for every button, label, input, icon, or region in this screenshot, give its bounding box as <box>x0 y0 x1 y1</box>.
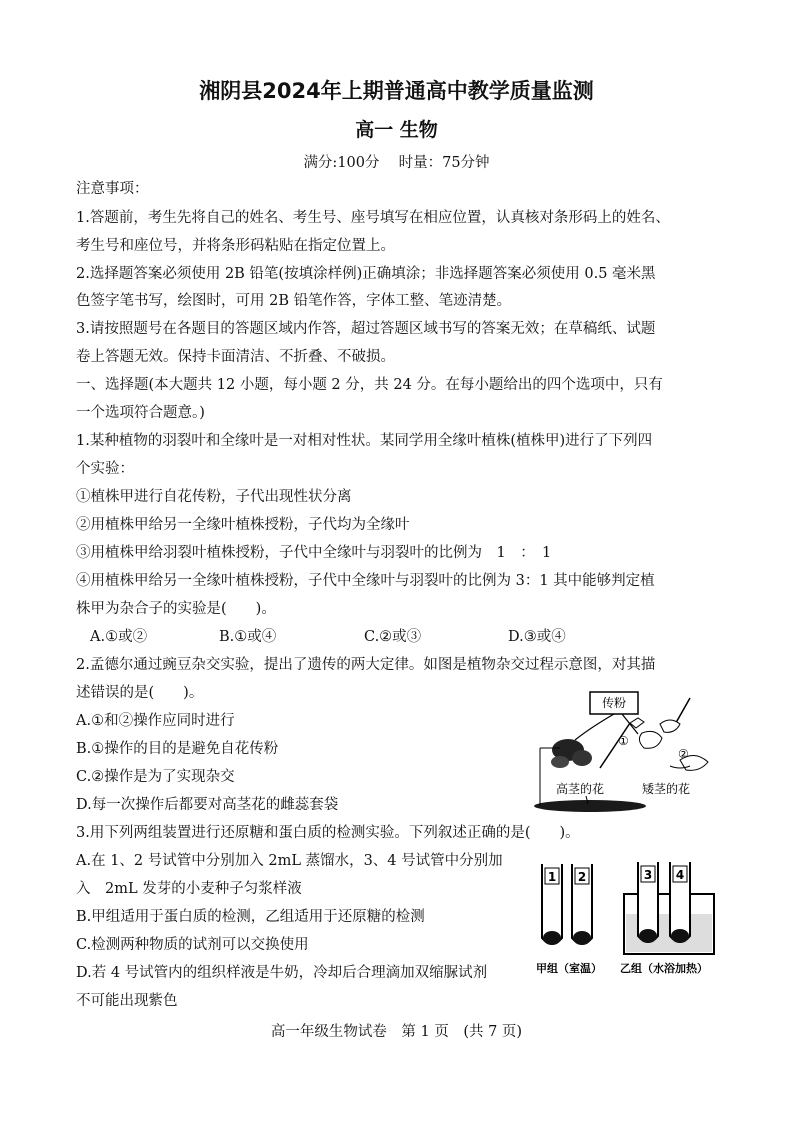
test-tube-diagram <box>534 858 724 980</box>
q2-option-d: D.每一次操作后都要对高茎花的雌蕊套袋 <box>76 797 339 813</box>
group-b-caption: 乙组（水浴加热） <box>620 962 708 975</box>
exam-subject: 高一 生物 <box>355 119 438 141</box>
notice-line: 2.选择题答案必须使用 2B 铅笔(按填涂样例)正确填涂；非选择题答案必须使用 0.5 毫米黑 <box>76 266 656 282</box>
q1-item: ④用植株甲给另一全缘叶植株授粉，子代中全缘叶与羽裂叶的比例为 3：1 其中能够判定植 <box>76 573 655 589</box>
exam-title: 湘阴县2024年上期普通高中教学质量监测 <box>199 79 594 103</box>
group-a-caption: 甲组（室温） <box>536 962 602 975</box>
pollination-label: 传粉 <box>601 696 627 710</box>
q3-option-a: A.在 1、2 号试管中分别加入 2mL 蒸馏水，3、4 号试管中分别加 <box>76 853 503 869</box>
q2-option-a: A.①和②操作应同时进行 <box>76 713 235 729</box>
notice-heading: 注意事项： <box>76 181 149 197</box>
q2-pollination-figure <box>530 688 720 816</box>
q1-option-c: C.②或③ <box>364 629 422 645</box>
q1-stem: 1.某种植物的羽裂叶和全缘叶是一对相对性状。某同学用全缘叶植株(植株甲)进行了下列四 <box>76 433 653 449</box>
notice-line: 色签字笔书写，绘图时，可用 2B 铅笔作答，字体工整、笔迹清楚。 <box>76 293 512 309</box>
q1-option-b: B.①或④ <box>219 629 277 645</box>
notice-line: 1.答题前，考生先将自己的姓名、考生号、座号填写在相应位置，认真核对条形码上的姓名、 <box>76 210 670 226</box>
q1-option-a: A.①或② <box>90 629 148 645</box>
q3-option-b: B.甲组适用于蛋白质的检测，乙组适用于还原糖的检测 <box>76 909 425 925</box>
notice-line: 考生号和座位号，并将条形码粘贴在指定位置上。 <box>76 238 395 254</box>
q3-test-tube-figure <box>534 858 724 980</box>
step2-label: ② <box>678 747 689 761</box>
q1-item: ③用植株甲给羽裂叶植株授粉，子代中全缘叶与羽裂叶的比例为 1 ： 1 <box>76 545 552 561</box>
short-flower-label: 矮茎的花 <box>642 782 691 796</box>
q2-option-c: C.②操作是为了实现杂交 <box>76 769 235 785</box>
tube-1-label: 1 <box>547 870 557 884</box>
notice-line: 3.请按照题号在各题目的答题区域内作答，超过答题区域书写的答案无效；在草稿纸、试题 <box>76 321 656 337</box>
section-heading-cont: 一个选项符合题意。) <box>76 405 205 421</box>
q1-item: ①植株甲进行自花传粉，子代出现性状分离 <box>76 489 352 505</box>
q2-stem: 2.孟德尔通过豌豆杂交实验，提出了遗传的两大定律。如图是植物杂交过程示意图，对其描 <box>76 657 656 673</box>
pollination-diagram <box>530 688 720 816</box>
step1-label: ① <box>618 734 629 748</box>
tall-flower-label: 高茎的花 <box>556 782 605 796</box>
exam-meta: 满分:100分 时量：75分钟 <box>303 155 490 171</box>
notice-line: 卷上答题无效。保持卡面清洁、不折叠、不破损。 <box>76 349 395 365</box>
page-footer: 高一年级生物试卷 第 1 页 (共 7 页) <box>270 1024 523 1040</box>
q3-stem: 3.用下列两组装置进行还原糖和蛋白质的检测实验。下列叙述正确的是( )。 <box>76 825 580 841</box>
tube-3-label: 3 <box>643 868 653 882</box>
section-heading: 一、选择题(本大题共 12 小题，每小题 2 分，共 24 分。在每小题给出的四个选项中，只有 <box>76 377 663 393</box>
q1-item: ②用植株甲给另一全缘叶植株授粉，子代均为全缘叶 <box>76 517 410 533</box>
q3-option-d-cont: 不可能出现紫色 <box>76 993 178 1009</box>
q1-item: 株甲为杂合子的实验是( )。 <box>76 601 276 617</box>
q3-option-c: C.检测两种物质的试剂可以交换使用 <box>76 937 309 953</box>
q2-stem: 述错误的是( )。 <box>76 685 204 701</box>
q1-option-d: D.③或④ <box>508 629 566 645</box>
q1-stem: 个实验： <box>76 461 134 477</box>
q3-option-d: D.若 4 号试管内的组织样液是牛奶，冷却后合理滴加双缩脲试剂 <box>76 965 488 981</box>
tube-2-label: 2 <box>577 870 587 884</box>
tube-4-label: 4 <box>675 868 685 882</box>
q2-option-b: B.①操作的目的是避免自花传粉 <box>76 741 279 757</box>
q3-option-a-cont: 入 2mL 发芽的小麦种子匀浆样液 <box>76 881 302 897</box>
